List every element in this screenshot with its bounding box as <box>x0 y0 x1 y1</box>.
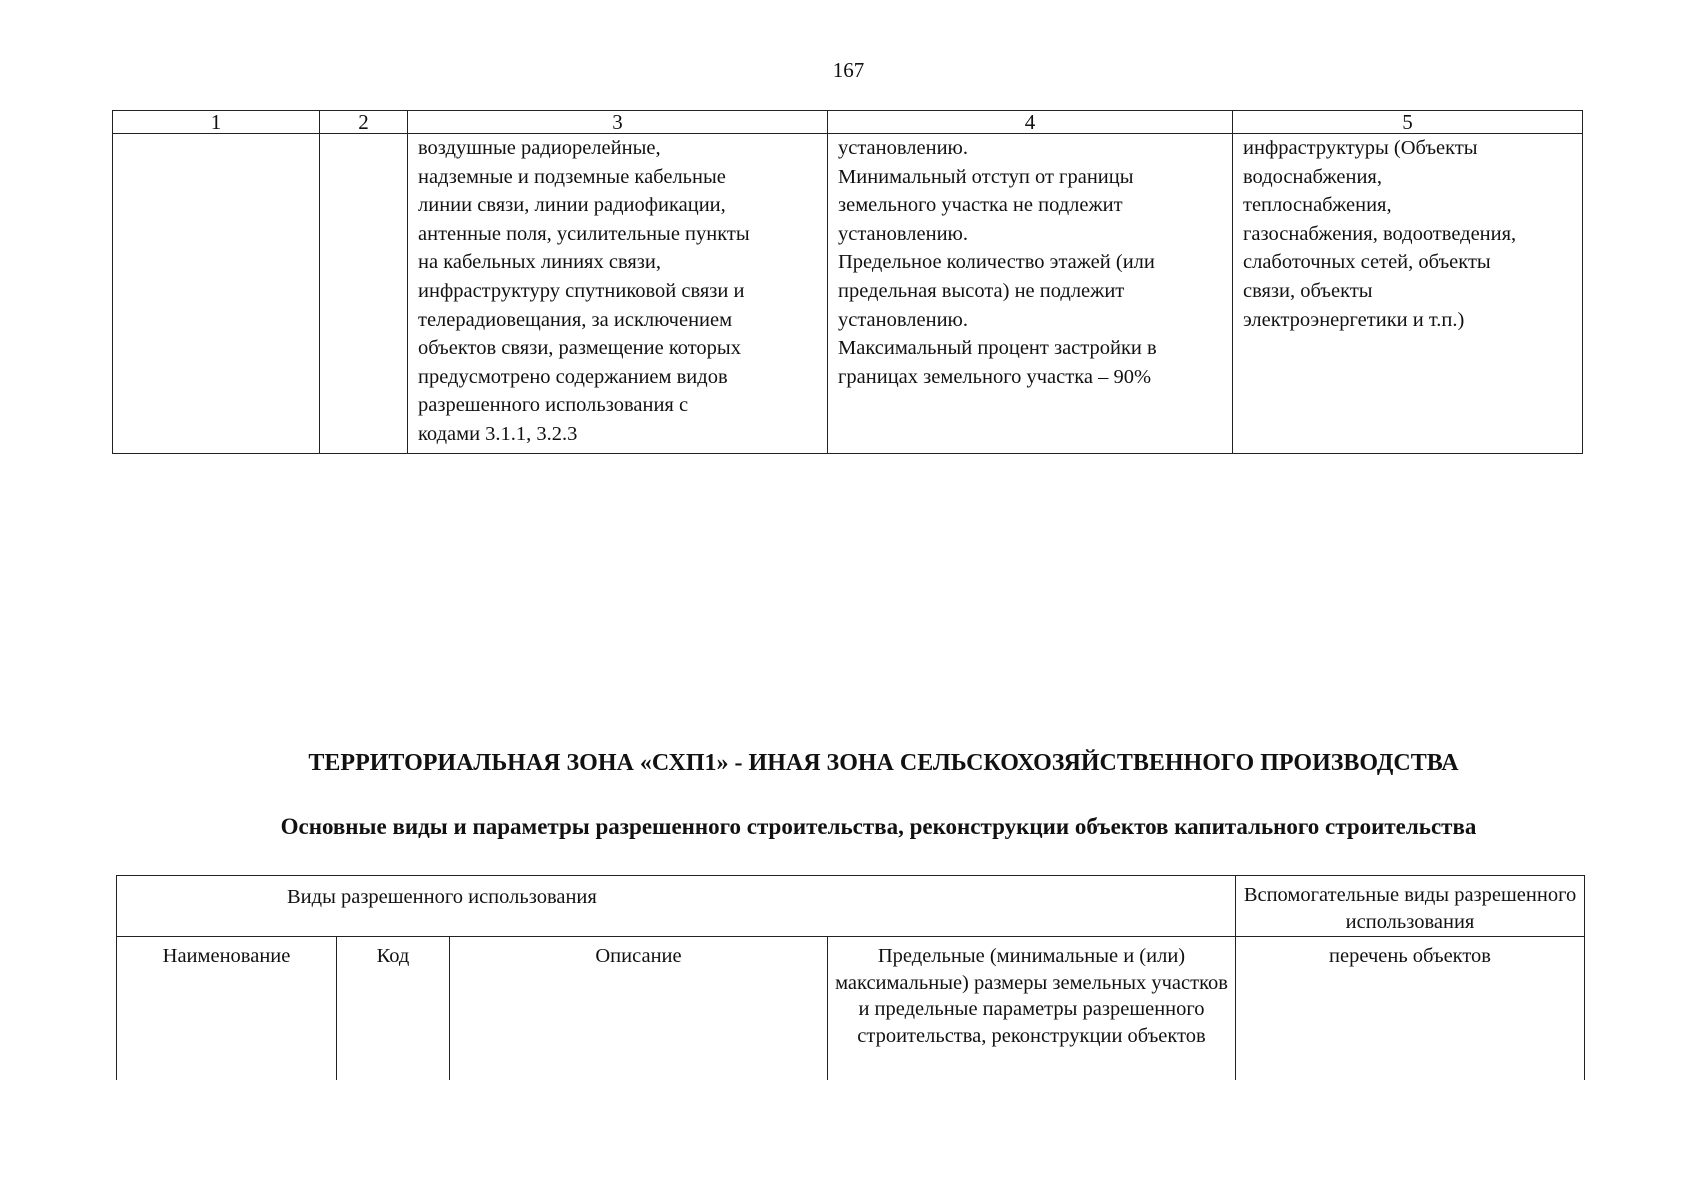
text-line: инфраструктуры (Объекты <box>1243 137 1478 159</box>
header-aux-list: перечень объектов <box>1236 937 1585 1081</box>
text-line: линии связи, линии радиофикации, <box>418 194 726 217</box>
text-line: объектов связи, размещение которых <box>418 337 741 360</box>
text-line: водоснабжения, <box>1243 165 1382 188</box>
cell-auxiliary-uses <box>1233 134 1583 454</box>
column-number-row <box>113 111 1583 134</box>
cell-code <box>320 134 408 454</box>
cell-parameters <box>828 134 1233 454</box>
text-line: установлению. <box>838 308 968 331</box>
text-line: антенные поля, усилительные пункты <box>418 222 750 245</box>
cell-name <box>113 134 320 454</box>
text-line: Предельное количество этажей (или <box>838 251 1155 274</box>
text-line: кодами 3.1.1, 3.2.3 <box>418 422 578 445</box>
table-header-group-row <box>117 876 1585 937</box>
text-line: электроэнергетики и т.п.) <box>1243 308 1465 331</box>
column-number-2: 2 <box>320 111 408 134</box>
text-line: слаботочных сетей, объекты <box>1243 251 1491 274</box>
column-number-4: 4 <box>828 111 1233 134</box>
table-header-columns-row <box>117 937 1585 1081</box>
text-line: воздушные радиорелейные, <box>418 137 661 159</box>
permitted-use-table-continuation <box>112 110 1583 454</box>
section-subtitle: Основные виды и параметры разрешенного строительства, реконструкции объектов капитального строительства <box>280 814 1477 839</box>
zone-title: ТЕРРИТОРИАЛЬНАЯ ЗОНА «СХП1» - ИНАЯ ЗОНА СЕЛЬСКОХОЗЯЙСТВЕННОГО ПРОИЗВОДСТВА <box>308 750 1459 776</box>
text-line: теплоснабжения, <box>1243 194 1392 217</box>
text-line: газоснабжения, водоотведения, <box>1243 222 1517 245</box>
cell-description <box>408 134 828 454</box>
text-line: земельного участка не подлежит <box>838 194 1123 217</box>
text-line: телерадиовещания, за исключением <box>418 308 733 331</box>
table-row <box>113 134 1583 454</box>
header-name: Наименование <box>117 937 337 1081</box>
header-description: Описание <box>450 937 828 1081</box>
text-line: установлению. <box>838 137 968 159</box>
header-auxiliary-uses <box>1236 876 1585 937</box>
text-line: разрешенного использования с <box>418 394 689 417</box>
text-line: установлению. <box>838 222 968 245</box>
text-line: инфраструктуру спутниковой связи и <box>418 279 745 302</box>
text-line: связи, объекты <box>1243 279 1373 302</box>
text-line: надземные и подземные кабельные <box>418 165 726 188</box>
text-line: предельная высота) не подлежит <box>838 279 1125 302</box>
text-line: на кабельных линиях связи, <box>418 251 661 274</box>
header-permitted-uses <box>117 876 1236 937</box>
column-number-1: 1 <box>113 111 320 134</box>
text-line: Максимальный процент застройки в <box>838 337 1157 360</box>
page-number: 167 <box>832 58 865 82</box>
header-limits: Предельные (минимальные и (или) максимальные) размеры земельных участков и предельные параметры разрешенного строительства, реконструкции объектов <box>828 937 1236 1081</box>
header-code: Код <box>337 937 450 1081</box>
column-number-5: 5 <box>1233 111 1583 134</box>
permitted-use-table <box>116 875 1585 1080</box>
text-line: границах земельного участка – 90% <box>838 365 1152 388</box>
text-line: Минимальный отступ от границы <box>838 165 1134 188</box>
column-number-3: 3 <box>408 111 828 134</box>
text-line: предусмотрено содержанием видов <box>418 365 728 388</box>
header-auxiliary-uses-label: Вспомогательные виды разрешенного использования <box>1243 884 1577 933</box>
header-permitted-uses-label: Виды разрешенного использования <box>287 886 597 908</box>
